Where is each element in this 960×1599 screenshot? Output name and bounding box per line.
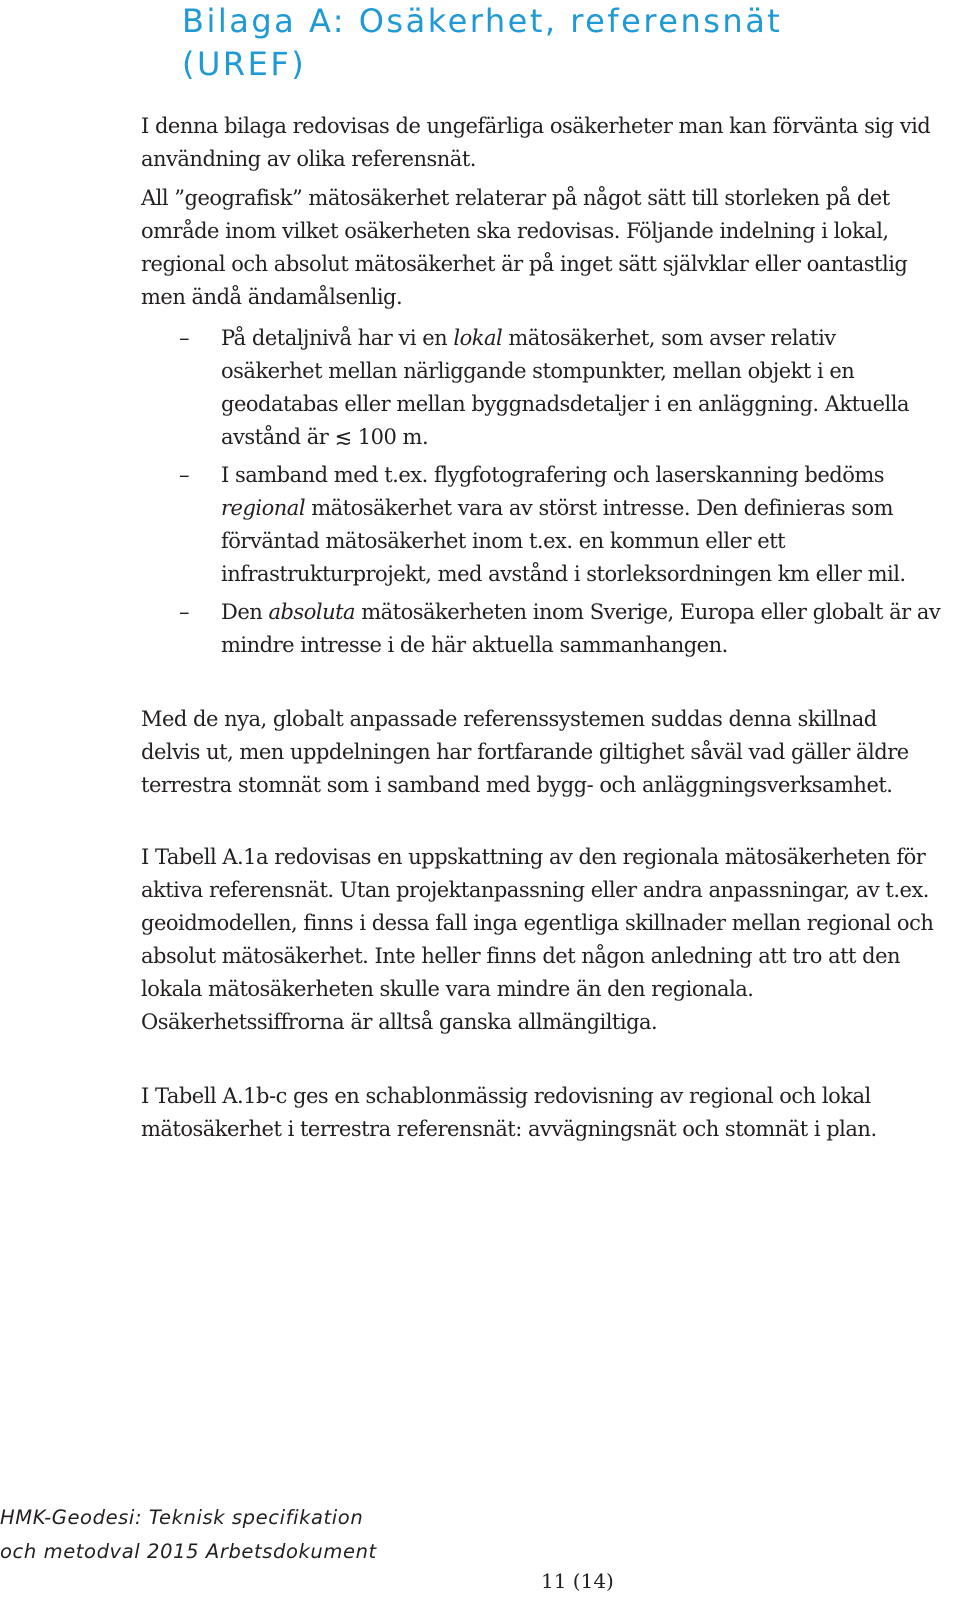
list-item-regional [141,459,941,591]
intro-section [141,110,941,314]
title-line-1: Bilaga A: Osäkerhet, referensnät [182,2,783,40]
table-a1bc-paragraph: I Tabell A.1b-c ges en schablonmässig redovisning av regional och lokal mätosäkerhet i terrestra referensnät: avvägningsnät och stomnät i plan. [141,1084,877,1141]
less-or-equal-symbol: ≲ [334,425,352,449]
list-item-absolute [141,596,941,662]
list-item-text: mätosäkerhet, som avser relativ osäkerhet mellan närliggande stompunkter, mellan objekt i en geodatabas eller mellan byggnadsdetaljer i en anläggning. Aktuella avstånd är [221,326,909,449]
list-item-text: mätosäkerheten inom Sverige, Europa eller globalt är av mindre intresse i de här aktuella sammanhangen. [221,600,941,657]
list-item-text: På detaljnivå har vi en [221,326,454,350]
page-title [182,0,902,86]
list-item-text: mätosäkerhet vara av störst intresse. Den definieras som förväntad mätosäkerhet inom t.ex. en kommun eller ett infrastrukturprojekt, med avstånd i storleksordningen km eller mil. [221,496,906,586]
emphasis-regional: regional [221,496,306,520]
uncertainty-levels-list [141,322,941,667]
list-item-text: I samband med t.ex. flygfotografering och laserskanning bedöms [221,463,885,487]
list-item-local [141,322,941,454]
list-item-text: Den [221,600,269,624]
list-dash: – [179,600,189,624]
list-dash: – [179,326,189,350]
global-systems-paragraph: Med de nya, globalt anpassade referenssystemen suddas denna skillnad delvis ut, men uppdelningen har fortfarande giltighet såväl vad gäller äldre terrestra stomnät som i samband med bygg- och anläggningsverksamhet. [141,707,909,797]
geographic-uncertainty-paragraph: All ”geografisk” mätosäkerhet relaterar på något sätt till storleken på det område inom vilket osäkerheten ska redovisas. Följande indelning i lokal, regional och absolut mätosäkerhet är på inget sätt självklar eller oantastlig men ändå ändamålsenlig. [141,186,908,309]
page-number: 11 (14) [541,1569,614,1593]
table-a1a-paragraph: I Tabell A.1a redovisas en uppskattning av den regionala mätosäkerheten för aktiva referensnät. Utan projektanpassning eller andra anpassningar, av t.ex. geoidmodellen, finns i dessa fall inga egentliga skillnader mellan regional och absolut mätosäkerhet. Inte heller finns det någon anledning att tro att den lokala mätosäkerheten skulle vara mindre än den regionala. Osäkerhetssiffrorna är alltså ganska allmängiltiga. [141,845,934,1034]
footer-line-2: och metodval 2015 Arbetsdokument [0,1540,377,1563]
list-dash: – [179,463,189,487]
emphasis-local: lokal [453,326,503,350]
footer-document-title [0,1501,520,1569]
emphasis-absolute: absoluta [268,600,356,624]
title-line-2: (UREF) [182,45,307,83]
intro-paragraph: I denna bilaga redovisas de ungefärliga osäkerheter man kan förvänta sig vid användning av olika referensnät. [141,114,931,171]
list-item-text: 100 m. [351,425,429,449]
footer-line-1: HMK-Geodesi: Teknisk specifikation [0,1506,364,1529]
